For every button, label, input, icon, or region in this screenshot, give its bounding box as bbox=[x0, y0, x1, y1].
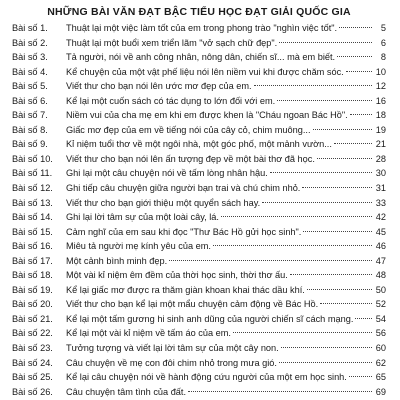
entry-page-number: 60 bbox=[375, 343, 386, 354]
entry-title: Một vài kỉ niệm êm đềm của thời học sinh, thời thơ ấu. bbox=[66, 270, 288, 281]
entry-page-number: 18 bbox=[375, 110, 386, 121]
entry-number: Bài số 20. bbox=[12, 299, 53, 310]
toc-entry bbox=[12, 65, 386, 80]
toc-entry bbox=[12, 36, 386, 51]
dot-leader bbox=[320, 303, 372, 304]
entry-page-number: 56 bbox=[375, 328, 386, 339]
entry-number: Bài số 14. bbox=[12, 212, 53, 223]
dot-leader bbox=[270, 172, 372, 173]
table-of-contents bbox=[12, 21, 386, 399]
entry-title: Cảm nghĩ của em sau khi đọc "Thư Bác Hồ gửi học sinh". bbox=[66, 226, 302, 237]
entry-title: Giấc mơ đẹp của em về tiếng nói của cây cỏ, chim muông... bbox=[66, 124, 311, 135]
toc-entry bbox=[12, 385, 386, 400]
page-title: NHỮNG BÀI VĂN ĐẠT BẬC TIỂU HỌC ĐẠT GIẢI QUỐC GIA bbox=[47, 6, 351, 18]
entry-title: Ghi lại lời tâm sự của một loài cây, lá. bbox=[66, 212, 219, 223]
dot-leader bbox=[339, 27, 372, 28]
dot-leader bbox=[346, 71, 372, 72]
dot-leader bbox=[355, 318, 372, 319]
entry-title: Viết thư cho bạn nói lên ước mơ đẹp của em. bbox=[66, 81, 252, 92]
toc-entry bbox=[12, 225, 386, 240]
toc-entry bbox=[12, 356, 386, 371]
toc-entry bbox=[12, 268, 386, 283]
toc-entry bbox=[12, 123, 386, 138]
entry-number: Bài số 5. bbox=[12, 81, 48, 92]
entry-title: Viết thư cho bạn nói lên ấn tượng đẹp về một bài thơ đã học. bbox=[66, 153, 315, 164]
dot-leader bbox=[281, 347, 372, 348]
entry-title: Ghi lại một câu chuyện nói về tấm lòng nhân hậu. bbox=[66, 168, 268, 179]
entry-number: Bài số 9. bbox=[12, 139, 48, 150]
entry-page-number: 16 bbox=[375, 95, 386, 106]
dot-leader bbox=[307, 289, 372, 290]
toc-entry bbox=[12, 152, 386, 167]
entry-title: Kể chuyện của một vật phế liệu nói lên niềm vui khi được chăm sóc. bbox=[66, 66, 344, 77]
entry-title: Kể lại câu chuyện nói về hành động cứu người của một em học sinh. bbox=[66, 372, 347, 383]
entry-number: Bài số 8. bbox=[12, 124, 48, 135]
dot-leader bbox=[213, 245, 372, 246]
entry-page-number: 12 bbox=[375, 81, 386, 92]
toc-entry bbox=[12, 341, 386, 356]
entry-title: Miêu tả người mẹ kính yêu của em. bbox=[66, 241, 211, 252]
entry-number: Bài số 10. bbox=[12, 153, 53, 164]
entry-number: Bài số 3. bbox=[12, 52, 48, 63]
toc-entry bbox=[12, 108, 386, 123]
entry-page-number: 6 bbox=[380, 37, 386, 48]
entry-title: Viết thư cho bạn giới thiệu một quyển sách hay. bbox=[66, 197, 261, 208]
dot-leader bbox=[303, 231, 372, 232]
dot-leader bbox=[262, 202, 372, 203]
entry-title: Kể lại giấc mơ được ra thăm giàn khoan khai thác dầu khí. bbox=[66, 284, 305, 295]
entry-page-number: 21 bbox=[375, 139, 386, 150]
entry-page-number: 47 bbox=[375, 255, 386, 266]
entry-title: Thuật lại một buổi xem triển lãm "vở sạch chữ đẹp". bbox=[66, 37, 278, 48]
toc-entry bbox=[12, 137, 386, 152]
dot-leader bbox=[349, 376, 372, 377]
dot-leader bbox=[233, 332, 372, 333]
entry-number: Bài số 4. bbox=[12, 66, 48, 77]
entry-title: Một cảnh bình minh đẹp. bbox=[66, 255, 168, 266]
entry-page-number: 45 bbox=[375, 226, 386, 237]
entry-page-number: 8 bbox=[380, 52, 386, 63]
entry-title: Câu chuyện về mẹ con đôi chim nhỏ trong mưa gió. bbox=[66, 357, 277, 368]
toc-entry bbox=[12, 326, 386, 341]
entry-title: Viết thư cho bạn kể lại một mẩu chuyện cảm động về Bác Hồ. bbox=[66, 299, 319, 310]
entry-number: Bài số 6. bbox=[12, 95, 48, 106]
toc-entry bbox=[12, 94, 386, 109]
entry-page-number: 46 bbox=[375, 241, 386, 252]
entry-page-number: 10 bbox=[375, 66, 386, 77]
toc-entry bbox=[12, 312, 386, 327]
entry-title: Niềm vui của cha mẹ em khi em được khen là "Cháu ngoan Bác Hồ". bbox=[66, 110, 348, 121]
toc-entry bbox=[12, 196, 386, 211]
toc-entry bbox=[12, 239, 386, 254]
entry-page-number: 5 bbox=[380, 23, 386, 33]
entry-title: Kể lại một vài kỉ niệm về tấm áo của em. bbox=[66, 328, 231, 339]
entry-number: Bài số 2. bbox=[12, 37, 48, 48]
entry-number: Bài số 12. bbox=[12, 183, 53, 194]
toc-entry bbox=[12, 181, 386, 196]
entry-page-number: 42 bbox=[375, 212, 386, 223]
dot-leader bbox=[277, 100, 372, 101]
dot-leader bbox=[337, 56, 372, 57]
entry-page-number: 30 bbox=[375, 168, 386, 179]
dot-leader bbox=[221, 216, 372, 217]
dot-leader bbox=[317, 158, 372, 159]
toc-entry bbox=[12, 297, 386, 312]
entry-page-number: 50 bbox=[375, 284, 386, 295]
entry-number: Bài số 18. bbox=[12, 270, 53, 281]
toc-entry bbox=[12, 79, 386, 94]
entry-number: Bài số 17. bbox=[12, 255, 53, 266]
entry-number: Bài số 15. bbox=[12, 226, 53, 237]
entry-page-number: 69 bbox=[375, 386, 386, 397]
dot-leader bbox=[350, 114, 372, 115]
entry-number: Bài số 13. bbox=[12, 197, 53, 208]
entry-page-number: 65 bbox=[375, 372, 386, 383]
entry-number: Bài số 22. bbox=[12, 328, 53, 339]
entry-number: Bài số 16. bbox=[12, 241, 53, 252]
entry-title: Ghi tiếp câu chuyện giữa người bạn trai và chú chim nhỏ. bbox=[66, 183, 301, 194]
toc-entry bbox=[12, 210, 386, 225]
dot-leader bbox=[279, 362, 372, 363]
entry-page-number: 48 bbox=[375, 270, 386, 281]
entry-number: Bài số 24. bbox=[12, 357, 53, 368]
toc-entry bbox=[12, 21, 386, 36]
entry-number: Bài số 7. bbox=[12, 110, 48, 121]
dot-leader bbox=[279, 42, 372, 43]
toc-entry bbox=[12, 50, 386, 65]
entry-page-number: 52 bbox=[375, 299, 386, 310]
dot-leader bbox=[169, 260, 372, 261]
entry-page-number: 28 bbox=[375, 153, 386, 164]
toc-entry bbox=[12, 370, 386, 385]
entry-title: Kể lại một cuốn sách có tác dụng to lớn đối với em. bbox=[66, 95, 276, 106]
entry-title: Kỉ niệm tuổi thơ về một ngôi nhà, một góc phố, một mảnh vườn... bbox=[66, 139, 332, 150]
entry-title: Câu chuyện tâm tình của đất. bbox=[66, 386, 187, 397]
dot-leader bbox=[302, 187, 372, 188]
entry-number: Bài số 1. bbox=[12, 23, 48, 33]
dot-leader bbox=[313, 129, 372, 130]
entry-title: Tưởng tượng và viết lại lời tâm sự của một cây non. bbox=[66, 343, 279, 354]
entry-title: Kể lại một tấm gương hi sinh anh dũng của người chiến sĩ cách mạng. bbox=[66, 313, 354, 324]
entry-number: Bài số 21. bbox=[12, 313, 53, 324]
entry-title: Tả người, nói về anh công nhân, nông dân, chiến sĩ... mà em biết. bbox=[66, 52, 336, 63]
entry-page-number: 31 bbox=[375, 183, 386, 194]
entry-page-number: 19 bbox=[375, 124, 386, 135]
entry-page-number: 33 bbox=[375, 197, 386, 208]
entry-number: Bài số 11. bbox=[12, 168, 53, 179]
toc-entry bbox=[12, 166, 386, 181]
entry-number: Bài số 25. bbox=[12, 372, 53, 383]
entry-number: Bài số 23. bbox=[12, 343, 53, 354]
toc-entry bbox=[12, 283, 386, 298]
entry-page-number: 62 bbox=[375, 357, 386, 368]
entry-number: Bài số 26. bbox=[12, 386, 53, 397]
entry-page-number: 54 bbox=[375, 313, 386, 324]
dot-leader bbox=[334, 143, 372, 144]
toc-entry bbox=[12, 254, 386, 269]
entry-number: Bài số 19. bbox=[12, 284, 53, 295]
dot-leader bbox=[254, 85, 372, 86]
dot-leader bbox=[188, 391, 372, 392]
entry-title: Thuật lại một việc làm tốt của em trong phong trào "nghìn việc tốt". bbox=[66, 23, 338, 33]
dot-leader bbox=[290, 274, 372, 275]
